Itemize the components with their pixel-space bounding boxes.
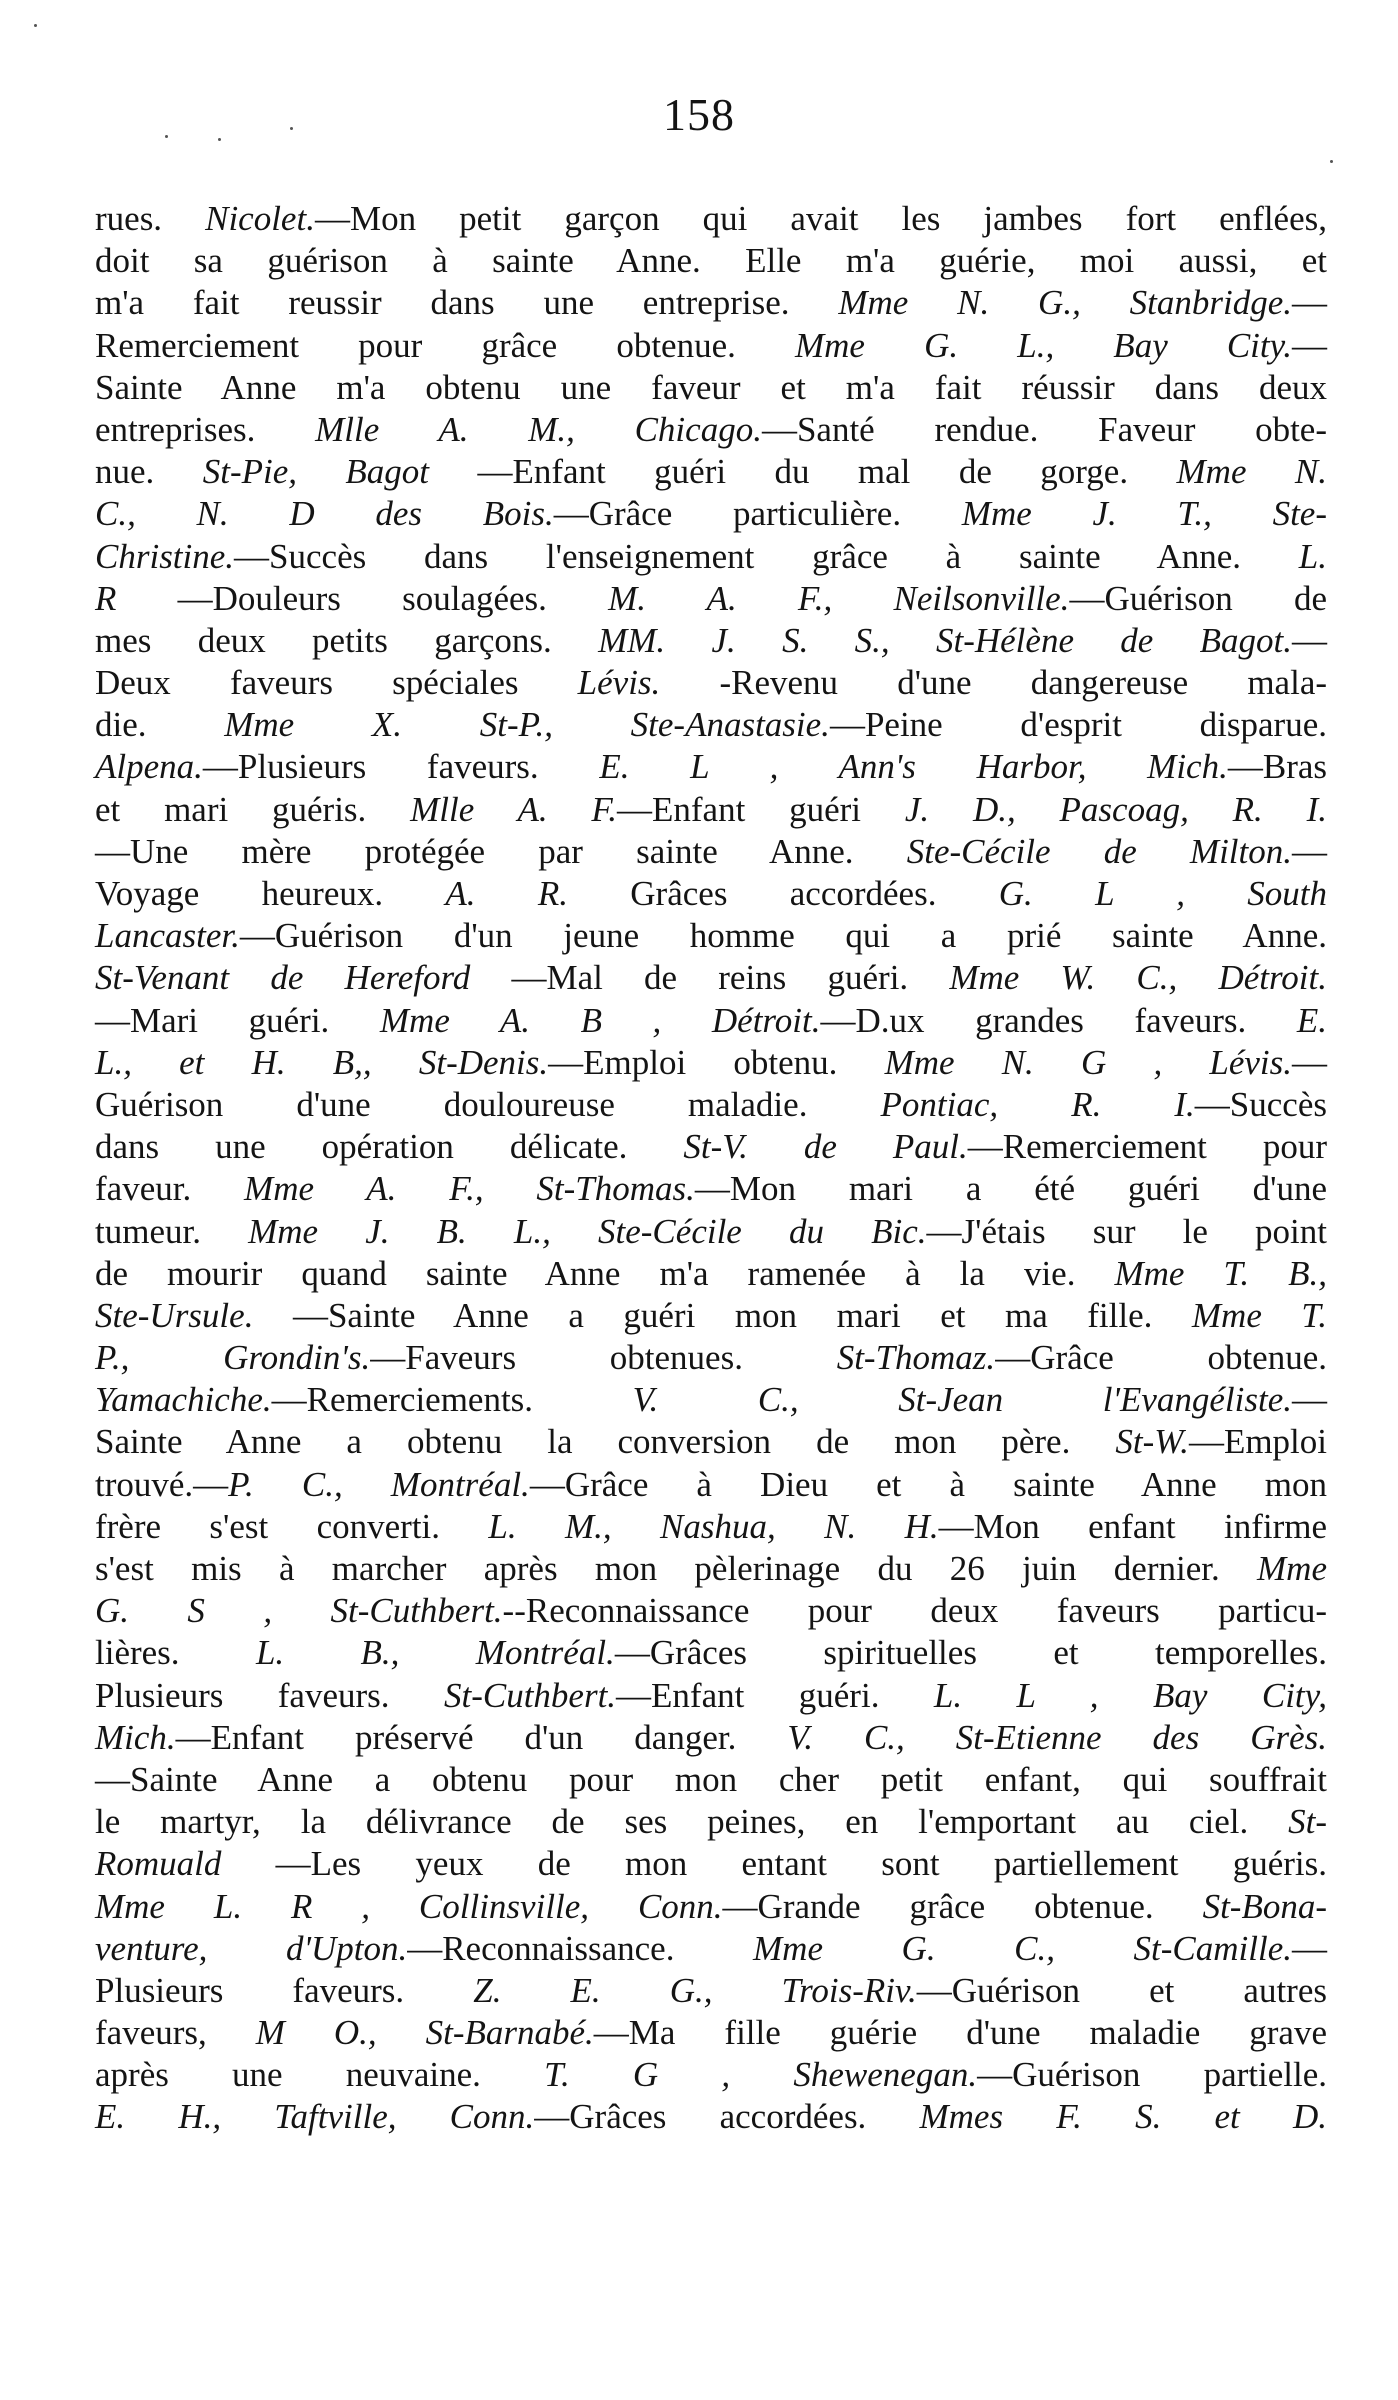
italic-reference: Alpena. [95, 747, 203, 787]
text-run: —Guérison de [1069, 578, 1327, 618]
text-run: —Enfant guéri du mal de gorge. [429, 452, 1177, 492]
text-run: trouvé.— [95, 1464, 229, 1504]
text-run: Plusieurs faveurs. [95, 1970, 474, 2010]
print-speck [34, 24, 37, 27]
text-run: —Enfant guéri. [616, 1675, 934, 1715]
italic-reference: V. C., St-Etienne des Grès. [787, 1717, 1327, 1757]
text-line [95, 1632, 1327, 1674]
italic-reference: Mme G. L., Bay City. [795, 325, 1292, 365]
text-run: —Faveurs obtenues. [370, 1338, 837, 1378]
italic-reference: G. S , St-Cuthbert. [95, 1591, 503, 1631]
italic-reference: St-Cuthbert. [443, 1675, 617, 1715]
text-run: —Emploi obtenu. [548, 1042, 885, 1082]
text-run: —Ma fille guérie d'une maladie grave [593, 2013, 1327, 2053]
text-run: —Mari guéri. [95, 1000, 380, 1040]
italic-reference: St-Venant de Hereford [95, 958, 471, 998]
text-run: Guérison d'une douloureuse maladie. [95, 1084, 881, 1124]
italic-reference: L., et H. B,, St-Denis. [95, 1042, 549, 1082]
text-line [95, 493, 1327, 535]
italic-reference: E. H., Taftville, Conn. [95, 2097, 535, 2137]
italic-reference: St-V. de Paul. [683, 1127, 968, 1167]
italic-reference: Mme W. C., Détroit. [949, 958, 1327, 998]
text-run: —Douleurs soulagées. [116, 578, 609, 618]
italic-reference: Z. E. G., Trois-Riv. [473, 1970, 917, 2010]
text-run: —Grâce particulière. [553, 494, 962, 534]
text-run: Sainte Anne m'a obtenu une faveur et m'a fait réussir dans deux [95, 367, 1327, 407]
text-line [95, 957, 1327, 999]
italic-reference: M O., St-Barnabé. [255, 2013, 594, 2053]
text-line [95, 325, 1327, 367]
text-run: dans une opération délicate. [95, 1127, 684, 1167]
italic-reference: L. L , Bay City, [933, 1675, 1327, 1715]
text-run: —Reconnaissance. [407, 1928, 754, 1968]
text-run: — [1292, 325, 1327, 365]
italic-reference: Mme A. B , Détroit. [379, 1000, 821, 1040]
text-line [95, 2012, 1327, 2054]
text-run: entreprises. [95, 409, 316, 449]
text-line [95, 1675, 1327, 1717]
text-line [95, 367, 1327, 409]
text-run: —Grâce obtenue. [995, 1338, 1327, 1378]
italic-reference: J. D., Pascoag, R. I. [904, 789, 1327, 829]
text-line [95, 451, 1327, 493]
text-line [95, 1042, 1327, 1084]
text-run: — [1292, 831, 1327, 871]
text-run: —Peine d'esprit disparue. [829, 705, 1327, 745]
text-run: Voyage heureux. [95, 874, 446, 913]
text-line [95, 1801, 1327, 1843]
text-line [95, 1886, 1327, 1928]
italic-reference: A. R. [445, 874, 568, 913]
italic-reference: St-Pie, Bagot [202, 452, 430, 492]
text-run: — [1292, 1928, 1327, 1968]
italic-reference: venture, d'Upton. [95, 1928, 408, 1968]
text-run: Plusieurs faveurs. [95, 1675, 444, 1715]
text-line [95, 704, 1327, 746]
text-line [95, 1084, 1327, 1126]
italic-reference: E. L , Ann's Harbor, Mich. [599, 747, 1228, 787]
italic-reference: Ste-Cécile de Milton. [906, 831, 1292, 871]
text-line [95, 1379, 1327, 1421]
italic-reference: Ste-Ursule. [95, 1295, 254, 1335]
italic-reference: Mme L. R , Collinsville, Conn. [95, 1886, 723, 1926]
text-line [95, 1590, 1327, 1632]
text-run: — [1292, 283, 1327, 323]
text-run: —Bras [1227, 747, 1327, 787]
italic-reference: Mme N. G., Stanbridge. [838, 283, 1292, 323]
italic-reference: St-Thomaz. [836, 1338, 996, 1378]
text-run: —Les yeux de mon entant sont partiellement guéris. [221, 1844, 1327, 1884]
italic-reference: R [95, 578, 117, 618]
italic-reference: Pontiac, R. I. [880, 1084, 1195, 1124]
text-line [95, 1548, 1327, 1590]
italic-reference: Nicolet. [205, 199, 315, 238]
text-run: — [1292, 1042, 1327, 1082]
text-run: nue. [95, 452, 203, 492]
text-run: —Remerciement pour [967, 1127, 1327, 1167]
text-line [95, 746, 1327, 788]
text-line [95, 662, 1327, 704]
text-run: —Grâce à Dieu et à sainte Anne mon [529, 1464, 1327, 1504]
italic-reference: L. [1298, 536, 1327, 576]
italic-reference: M. A. F., Neilsonville. [608, 578, 1070, 618]
italic-reference: E. [1296, 1000, 1328, 1040]
text-line [95, 1843, 1327, 1885]
italic-reference: Mme A. F., St-Thomas. [244, 1169, 695, 1209]
text-line [95, 831, 1327, 873]
text-line [95, 915, 1327, 957]
italic-reference: V. C., St-Jean l'Evangéliste. [632, 1380, 1292, 1420]
text-run: —Guérison d'un jeune homme qui a prié sainte Anne. [239, 916, 1327, 956]
text-run: s'est mis à marcher après mon pèlerinage du 26 juin dernier. [95, 1549, 1258, 1588]
text-run: frère s'est converti. [95, 1506, 489, 1546]
italic-reference: Mme G. C., St-Camille. [753, 1928, 1292, 1968]
text-line [95, 240, 1327, 282]
text-run: —Mon mari a été guéri d'une [694, 1169, 1327, 1209]
text-run: —Guérison et autres [916, 1970, 1327, 2010]
text-run: —Remerciements. [271, 1380, 633, 1420]
italic-reference: L. B., Montréal. [255, 1633, 615, 1673]
italic-reference: Mmes F. S. et D. [919, 2097, 1327, 2137]
text-run: après une neuvaine. [95, 2055, 545, 2095]
italic-reference: P. C., Montréal. [228, 1464, 530, 1504]
text-line [95, 1506, 1327, 1548]
italic-reference: Mme [1257, 1549, 1327, 1588]
text-run: —Emploi [1188, 1422, 1327, 1462]
text-line [95, 1337, 1327, 1379]
text-run: — [1291, 1380, 1327, 1420]
text-run: Sainte Anne a obtenu la conversion de mon père. [95, 1422, 1116, 1462]
text-run: —Santé rendue. Faveur obte- [761, 409, 1327, 449]
italic-reference: Mme T. [1191, 1295, 1327, 1335]
text-line [95, 1211, 1327, 1253]
italic-reference: L. M., Nashua, N. H. [488, 1506, 939, 1546]
italic-reference: St-Bona- [1202, 1886, 1327, 1926]
text-line [95, 536, 1327, 578]
italic-reference: Mlle A. F. [410, 789, 618, 829]
text-line [95, 282, 1327, 324]
text-run: —Plusieurs faveurs. [202, 747, 600, 787]
text-run: rues. [95, 199, 206, 238]
italic-reference: T. G , Shewenegan. [544, 2055, 978, 2095]
text-run: -Revenu d'une dangereuse mala- [660, 663, 1328, 703]
text-line [95, 873, 1327, 915]
text-line [95, 1970, 1327, 2012]
text-run: faveurs, [95, 2013, 256, 2053]
text-run: Remerciement pour grâce obtenue. [95, 325, 795, 365]
text-run: le martyr, la délivrance de ses peines, en l'emportant au ciel. [95, 1802, 1289, 1842]
italic-reference: MM. J. S. S., St-Hélène de Bagot. [598, 620, 1293, 660]
text-line [95, 1759, 1327, 1801]
text-line [95, 1928, 1327, 1970]
text-run: mes deux petits garçons. [95, 620, 599, 660]
text-run: lières. [95, 1633, 256, 1673]
text-run: —Mon petit garçon qui avait les jambes fort enflées, [314, 199, 1328, 238]
italic-reference: St-W. [1115, 1422, 1189, 1462]
text-run: Grâces accordées. [567, 874, 999, 913]
text-run: —Succès [1194, 1084, 1327, 1124]
text-line [95, 620, 1327, 662]
italic-reference: Lancaster. [95, 916, 240, 956]
text-run: —Mal de reins guéri. [470, 958, 950, 998]
text-run: die. [95, 705, 225, 745]
text-run: et mari guéris. [95, 789, 411, 829]
text-run: —Succès dans l'enseignement grâce à sainte Anne. [234, 536, 1299, 576]
text-run: —Grâces accordées. [534, 2097, 920, 2137]
italic-reference: Mme T. B., [1114, 1253, 1327, 1293]
text-run: de mourir quand sainte Anne m'a ramenée à la vie. [95, 1253, 1115, 1293]
print-speck [218, 138, 221, 141]
text-line [95, 1421, 1327, 1463]
italic-reference: Mme J. T., Ste- [961, 494, 1327, 534]
text-line [95, 1464, 1327, 1506]
italic-reference: G. L , South [998, 874, 1327, 913]
text-run: —Guérison partielle. [977, 2055, 1328, 2095]
text-run: faveur. [95, 1169, 245, 1209]
text-line [95, 2096, 1327, 2138]
text-run: doit sa guérison à sainte Anne. Elle m'a guérie, moi aussi, et [95, 241, 1327, 281]
text-line [95, 1253, 1327, 1295]
text-line [95, 1000, 1327, 1042]
text-run: —Enfant préservé d'un danger. [175, 1717, 788, 1757]
italic-reference: P., Grondin's. [95, 1338, 371, 1378]
italic-reference: Mlle A. M., Chicago. [315, 409, 762, 449]
text-run: —J'étais sur le point [926, 1211, 1327, 1251]
italic-reference: C., N. D des Bois. [95, 494, 554, 534]
print-speck [1330, 160, 1333, 163]
text-line [95, 1126, 1327, 1168]
italic-reference: Mme N. G , Lévis. [884, 1042, 1292, 1082]
italic-reference: Romuald [95, 1844, 222, 1884]
text-run: —Grande grâce obtenue. [722, 1886, 1203, 1926]
italic-reference: Mich. [95, 1717, 176, 1757]
text-line [95, 578, 1327, 620]
italic-reference: St- [1288, 1802, 1327, 1842]
italic-reference: Mme N. [1176, 452, 1327, 492]
italic-reference: Mme X. St-P., Ste-Anastasie. [224, 705, 830, 745]
text-line [95, 198, 1327, 240]
text-run: —D.ux grandes faveurs. [820, 1000, 1297, 1040]
text-run: —Une mère protégée par sainte Anne. [95, 831, 907, 871]
text-run: —Enfant guéri [617, 789, 905, 829]
italic-reference: Christine. [95, 536, 235, 576]
text-line [95, 2054, 1327, 2096]
text-line [95, 1717, 1327, 1759]
text-run: --Reconnaissance pour deux faveurs particu- [502, 1591, 1327, 1631]
text-line [95, 409, 1327, 451]
text-run: tumeur. [95, 1211, 249, 1251]
text-run: Deux faveurs spéciales [95, 663, 578, 703]
text-line [95, 1168, 1327, 1210]
page-number: 158 [663, 89, 735, 140]
text-run: m'a fait reussir dans une entreprise. [95, 283, 839, 323]
text-run: —Mon enfant infirme [938, 1506, 1327, 1546]
text-run: —Grâces spirituelles et temporelles. [614, 1633, 1327, 1673]
text-run: —Sainte Anne a obtenu pour mon cher petit enfant, qui souffrait [95, 1759, 1327, 1799]
text-run: —Sainte Anne a guéri mon mari et ma fille. [253, 1295, 1192, 1335]
italic-reference: Yamachiche. [95, 1380, 272, 1420]
italic-reference: Mme J. B. L., Ste-Cécile du Bic. [248, 1211, 927, 1251]
text-line [95, 1295, 1327, 1337]
text-run: — [1292, 620, 1328, 660]
body-text [95, 198, 1327, 2139]
text-line [95, 789, 1327, 831]
italic-reference: Lévis. [577, 663, 661, 703]
